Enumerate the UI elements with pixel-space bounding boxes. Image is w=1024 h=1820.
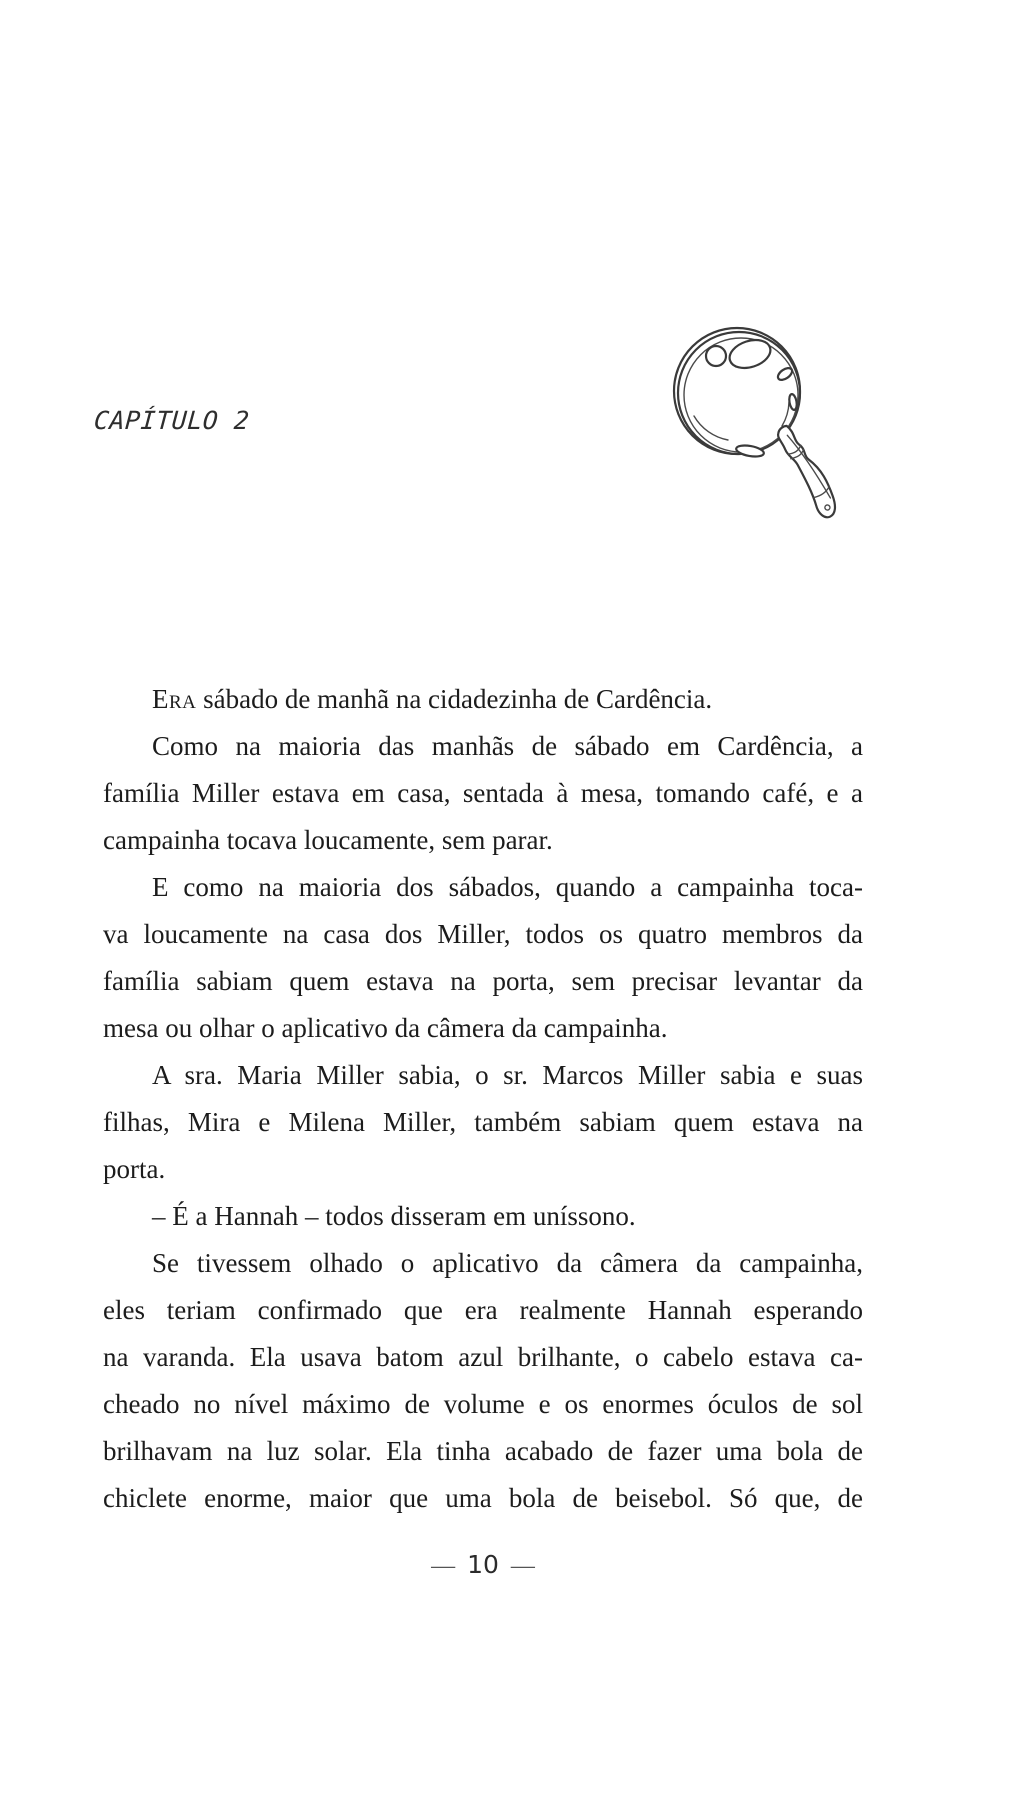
text-line: porta. (103, 1154, 166, 1184)
body-text (103, 676, 863, 1522)
text-line: Era sábado de manhã na cidadezinha de Cardência. (152, 684, 713, 714)
text-line: Como na maioria das manhãs de sábado em Cardência, a (152, 731, 863, 761)
lens-highlight (788, 394, 798, 411)
page-number-value: 10 (467, 1550, 499, 1579)
text-line: brilhavam na luz solar. Ela tinha acabado de fazer uma bola de (103, 1436, 863, 1466)
lens-highlight (706, 346, 726, 366)
chapter-heading: CAPÍTULO 2 (92, 406, 251, 435)
magnifying-glass-illustration (650, 318, 860, 563)
text-line: filhas, Mira e Milena Miller, também sabiam quem estava na (103, 1107, 863, 1137)
text-line: cheado no nível máximo de volume e os enormes óculos de sol (103, 1389, 863, 1419)
text-line: Se tivessem olhado o aplicativo da câmera da campainha, (152, 1248, 863, 1278)
text-line: E como na maioria dos sábados, quando a campainha toca- (152, 872, 863, 902)
small-caps-lead: Era (152, 684, 197, 714)
lens-highlight (726, 335, 774, 373)
text-line: va loucamente na casa dos Miller, todos os quatro membros da (103, 919, 863, 949)
text-line: família Miller estava em casa, sentada à mesa, tomando café, e a (103, 778, 863, 808)
text-line: chiclete enorme, maior que uma bola de beisebol. Só que, de (103, 1483, 863, 1513)
text-line: mesa ou olhar o aplicativo da câmera da campainha. (103, 1013, 668, 1043)
page-number-dash-left: — (431, 1553, 456, 1579)
text-line: – É a Hannah – todos disseram em uníssono. (152, 1201, 636, 1231)
lens-highlight (776, 366, 794, 383)
lens-shading-arc (782, 402, 789, 426)
text-line: família sabiam quem estava na porta, sem precisar levantar da (103, 966, 863, 996)
page-footer (103, 1550, 863, 1580)
text-line: campainha tocava loucamente, sem parar. (103, 825, 553, 855)
page-number-dash-right: — (510, 1553, 535, 1579)
text-line: A sra. Maria Miller sabia, o sr. Marcos Miller sabia e suas (152, 1060, 863, 1090)
text-line: eles teriam confirmado que era realmente Hannah esperando (103, 1295, 863, 1325)
lens-shading-arc (694, 416, 728, 440)
text-line: na varanda. Ela usava batom azul brilhante, o cabelo estava ca- (103, 1342, 863, 1372)
rim-highlight (735, 444, 764, 459)
